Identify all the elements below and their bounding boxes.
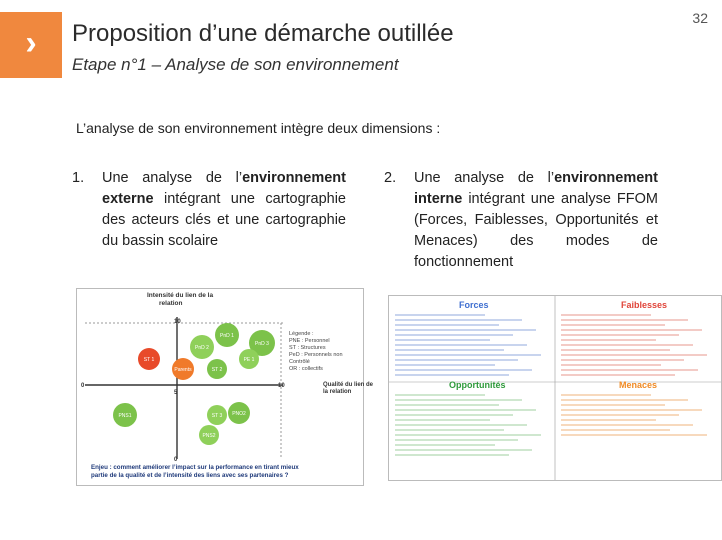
actor-bubble-label: PnD 3 [255, 341, 269, 347]
faiblesses-heading: Faiblesses [621, 300, 668, 310]
ffom-line [561, 414, 679, 416]
svg-text:5: 5 [174, 390, 178, 396]
ffom-line [561, 339, 656, 341]
svg-text:Contrôlé: Contrôlé [289, 359, 310, 365]
actor-bubble-label: PE 1 [243, 357, 255, 363]
ffom-line [395, 324, 499, 326]
ffom-line [395, 454, 509, 456]
ffom-line [395, 449, 532, 451]
ffom-line [561, 374, 675, 376]
ffom-line [395, 394, 485, 396]
opportunites-heading: Opportunités [449, 380, 506, 390]
ffom-line [561, 404, 665, 406]
svg-text:10: 10 [174, 319, 181, 325]
ffom-line [561, 319, 688, 321]
legend [289, 331, 343, 372]
svg-text:10: 10 [278, 383, 285, 389]
ffom-line [561, 424, 693, 426]
svg-text:la relation: la relation [323, 389, 352, 395]
figure-caption: partie de la qualité et de l’intensité des liens avec ses partenaires ? [91, 472, 289, 479]
y-axis-label: Intensité du lien de la [147, 292, 214, 299]
ffom-line [395, 404, 499, 406]
list-text: Une analyse de l’environnement externe intégrant une cartographie des acteurs clés et une cartographie du bassin scolaire [102, 170, 346, 249]
ffom-line [561, 364, 661, 366]
ffom-line [395, 344, 527, 346]
svg-text:ST : Structures: ST : Structures [289, 345, 326, 351]
ffom-line [561, 359, 684, 361]
y-axis-label: relation [159, 300, 183, 307]
actor-bubble-label: PnD 2 [195, 345, 209, 351]
ffom-line [395, 334, 513, 336]
menaces-heading: Menaces [619, 380, 658, 390]
ffom-line [561, 429, 670, 431]
ffom-line [561, 314, 651, 316]
ffom-line [395, 359, 518, 361]
ffom-line [561, 434, 707, 436]
ffom-line [561, 409, 702, 411]
page-number: 32 [692, 10, 708, 26]
figure-caption: Enjeu : comment améliorer l’impact sur la performance en tirant mieux [91, 464, 299, 471]
forces-heading: Forces [459, 300, 489, 310]
ffom-line [561, 344, 693, 346]
ffom-line [561, 329, 702, 331]
ffom-line [561, 399, 688, 401]
actor-bubble-label: PNS2 [202, 433, 216, 439]
list-number: 1. [72, 170, 85, 186]
ffom-line [561, 324, 665, 326]
ffom-line [395, 409, 536, 411]
svg-text:0: 0 [81, 383, 85, 389]
ffom-text-lines [395, 314, 707, 456]
actor-bubble-label: PNO2 [232, 411, 246, 417]
svg-text:Qualité du lien de: Qualité du lien de [323, 382, 374, 388]
svg-text:Légende :: Légende : [289, 331, 314, 337]
chevron-right-icon: › [25, 24, 37, 62]
ffom-line [395, 419, 490, 421]
ffom-line [561, 394, 651, 396]
ffom-line [395, 349, 504, 351]
actors-mapping-figure [76, 288, 374, 486]
ffom-line [395, 364, 495, 366]
ffom-line [561, 369, 698, 371]
svg-text:0: 0 [174, 457, 178, 463]
ffom-line [395, 444, 495, 446]
ffom-line [561, 349, 670, 351]
actor-bubble-label: PnD 1 [220, 333, 234, 339]
actor-bubble-label: ST 1 [143, 357, 155, 363]
ffom-line [561, 334, 679, 336]
svg-text:PeD : Personnels non: PeD : Personnels non [289, 352, 343, 358]
ffom-line [561, 354, 707, 356]
ffom-line [395, 369, 532, 371]
ffom-figure [388, 295, 722, 481]
slide-subtitle: Etape n°1 – Analyse de son environnement [72, 55, 399, 74]
lead-text: L’analyse de son environnement intègre deux dimensions : [76, 120, 441, 136]
svg-text:PNE : Personnel: PNE : Personnel [289, 338, 330, 344]
ffom-line [395, 399, 522, 401]
section-badge [0, 12, 62, 78]
ffom-line [395, 434, 541, 436]
actor-bubble-label: ST 2 [211, 367, 223, 373]
ffom-line [395, 414, 513, 416]
ffom-line [395, 424, 527, 426]
actor-bubble-label: PNS1 [118, 413, 132, 419]
ffom-line [395, 329, 536, 331]
list-number: 2. [384, 170, 397, 186]
ffom-line [395, 374, 509, 376]
actor-bubble-label: ST 3 [211, 413, 223, 419]
slide-title: Proposition d’une démarche outillée [72, 20, 454, 47]
actor-bubble-label: Parents [174, 367, 192, 373]
ffom-line [395, 429, 504, 431]
ffom-line [395, 339, 490, 341]
list-text: Une analyse de l’environnement interne intégrant une analyse FFOM (Forces, Faiblesses, Opportunités et Menaces) des modes de fonctionnement [414, 170, 658, 270]
svg-text:OR : collectifs: OR : collectifs [289, 366, 323, 372]
ffom-line [395, 314, 485, 316]
ffom-line [395, 354, 541, 356]
ffom-line [395, 319, 522, 321]
ffom-line [395, 439, 518, 441]
ffom-line [561, 419, 656, 421]
